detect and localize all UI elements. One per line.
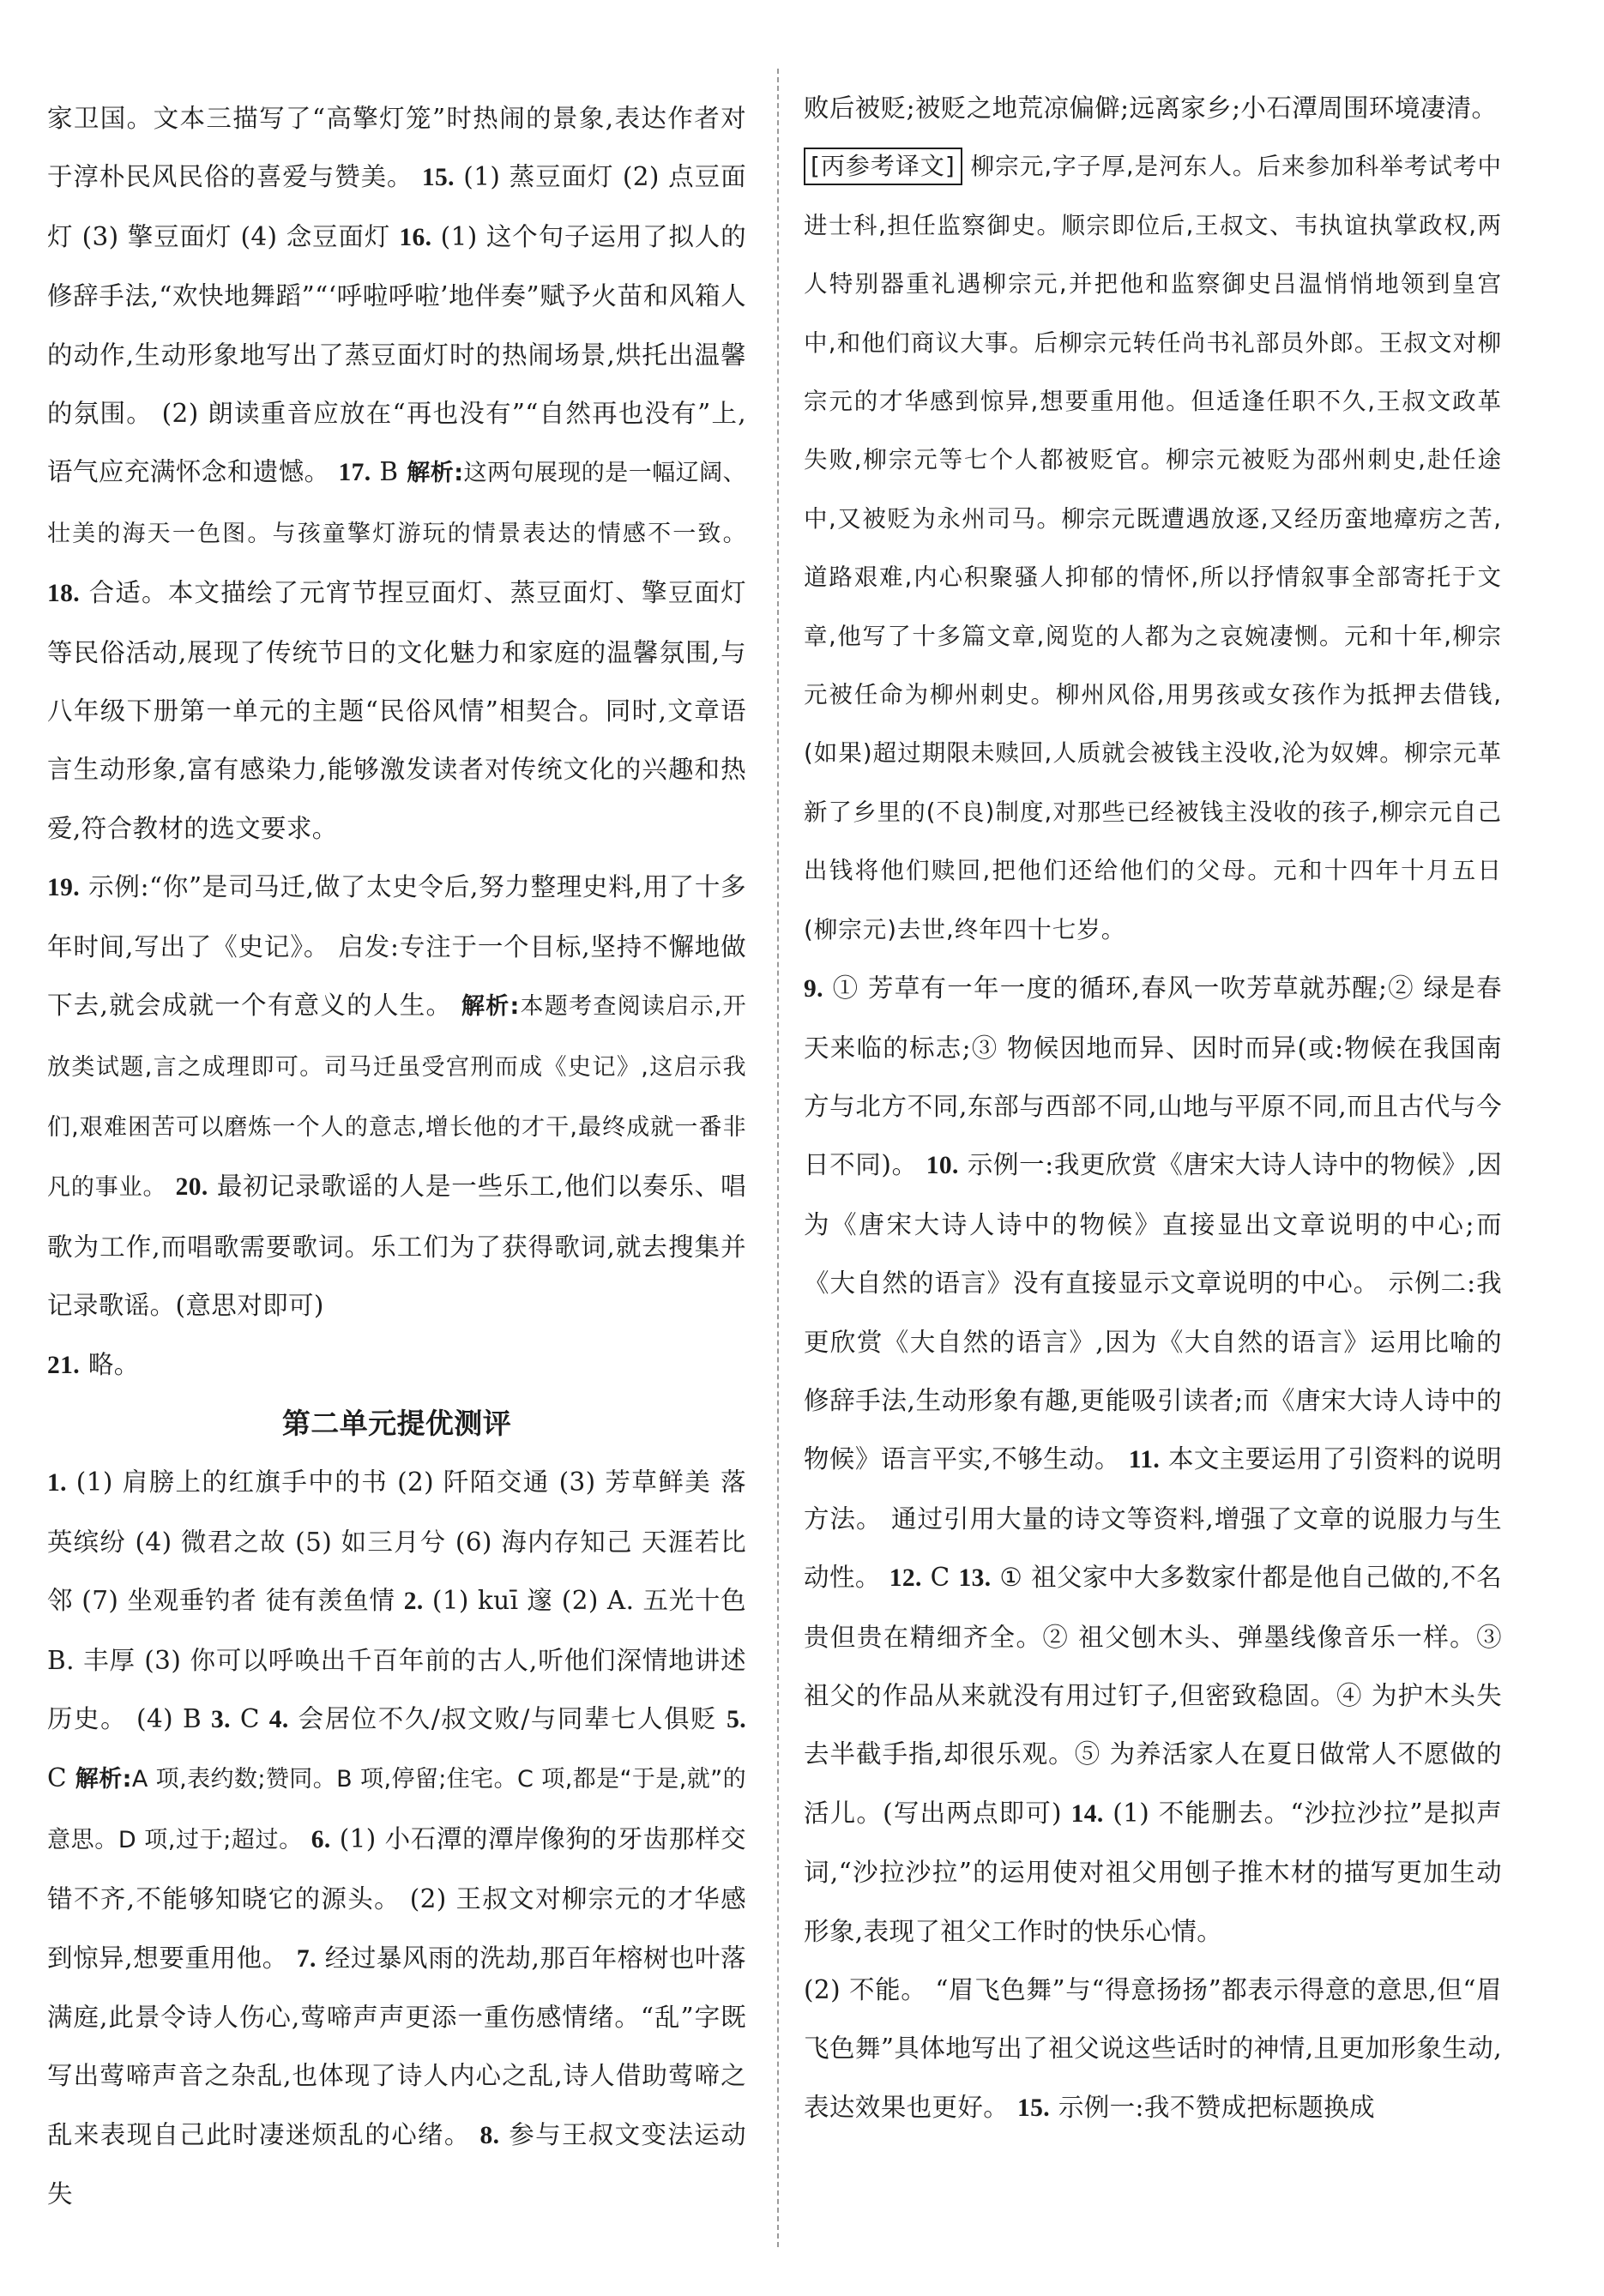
answer-text: (1) 不能删去。“沙拉沙拉”是拟声词,“沙拉沙拉”的运用使对祖父用刨子推木材的描写更加生动形象,表现了祖父工作时的快乐心情。	[804, 1798, 1503, 1946]
answer-text: 会居位不久/叔文败/与同辈七人俱贬	[298, 1703, 718, 1733]
question-number: 13.	[958, 1564, 992, 1593]
question-number: 20.	[175, 1173, 208, 1202]
question-number: 17.	[338, 459, 371, 487]
question-number: 2.	[403, 1588, 424, 1616]
text: 败后被贬;被贬之地荒凉偏僻;远离家乡;小石潭周围环境凄清。	[804, 93, 1498, 123]
answer-text: 合适。本文描绘了元宵节捏豆面灯、蒸豆面灯、擎豆面灯等民俗活动,展现了传统节日的文化魅力和家庭的温馨氛围,与八年级下册第一单元的主题“民俗风情”相契合。同时,文章语言生动形象,富有感染力,能够激发读者对传统文化的兴趣和热爱,符合教材的选文要求。	[47, 578, 746, 843]
question-number: 5.	[727, 1705, 746, 1733]
paragraph	[47, 1453, 746, 2223]
paragraph	[804, 959, 1502, 1961]
question-number: 11.	[1128, 1446, 1161, 1474]
question-number: 15.	[1016, 2094, 1051, 2122]
answer-text: 示例一:我更欣赏《唐宋大诗人诗中的物候》,因为《唐宋大诗人诗中的物候》直接显出文章说明的中心;而《大自然的语言》没有直接显示文章说明的中心。 示例二:我更欣赏《大自然的语言》,因为《大自然的语言》运用比喻的修辞手法,生动形象有趣,更能吸引读者;而《唐宋大诗人诗中的物候》语言平实,不够生动。	[804, 1150, 1503, 1474]
analysis-text: 这两句展现的是一幅辽阔、壮美的海天一色图。与孩童擎灯游玩的情景表达的情感不一致。	[47, 460, 746, 547]
answer-text: 本文主要运用了引资料的说明方法。 通过引用大量的诗文等资料,增强了文章的说服力与生动性。	[804, 1444, 1503, 1593]
question-number: 12.	[889, 1564, 922, 1593]
answer-text: C	[930, 1563, 950, 1593]
answer-text: (1) 小石潭的潭岸像狗的牙齿那样交错不齐,不能够知晓它的源头。 (2) 王叔文对柳宗元的才华感到惊异,想要重用他。	[47, 1823, 746, 1973]
answer-text: (1) 肩膀上的红旗手中的书 (2) 阡陌交通 (3) 芳草鲜美 落英缤纷 (4) 微君之故 (5) 如三月兮 (6) 海内存知己 天涯若比邻 (7) 坐观垂钓者 徒有羡鱼情	[47, 1467, 746, 1616]
question-number: 8.	[479, 2121, 500, 2149]
right-column	[804, 79, 1502, 2137]
answer-text: (1) 这个句子运用了拟人的修辞手法,“欢快地舞蹈”“‘呼啦呼啦’地伴奏”赋予火苗和风箱人的动作,生动形象地写出了蒸豆面灯时的热闹场景,烘托出温馨的氛围。 (2) 朗读重音应放在“再也没有”“自然再也没有”上,语气应充满怀念和遗憾。	[47, 221, 746, 487]
paragraph	[804, 1961, 1502, 2137]
answer-text: 示例一:我不赞成把标题换成	[1058, 2092, 1375, 2122]
left-column	[47, 89, 746, 2224]
question-number: 3.	[210, 1705, 231, 1733]
analysis-label: 解析:	[75, 1766, 132, 1793]
answer-text: (1) 蒸豆面灯 (2) 点豆面灯 (3) 擎豆面灯 (4) 念豆面灯	[47, 162, 746, 251]
analysis-text: 本题考查阅读启示,开放类试题,言之成理即可。司马迁虽受宫刑而成《史记》,这启示我们,艰难困苦可以磨炼一个人的意志,增长他的才干,最终成就一番非凡的事业。	[47, 993, 746, 1202]
paragraph	[47, 1335, 746, 1395]
answer-text: 略。	[87, 1349, 140, 1379]
question-number: 19.	[47, 874, 81, 902]
question-number: 1.	[47, 1469, 67, 1498]
answer-text: 示例:“你”是司马迁,做了太史令后,努力整理史料,用了十多年时间,写出了《史记》。 启发:专注于一个目标,坚持不懈地做下去,就会成就一个有意义的人生。	[47, 872, 746, 1021]
answer-text: (1) kuī 邃 (2) A. 五光十色 B. 丰厚 (3) 你可以呼唤出千百年前的古人,听他们深情地讲述历史。 (4) B	[47, 1586, 747, 1733]
question-number: 9.	[804, 975, 823, 1003]
analysis-label: 解析:	[461, 993, 520, 1021]
answer-text: ① 祖父家中大多数家什都是他自己做的,不名贵但贵在精细齐全。② 祖父刨木头、弹墨线像音乐一样。③ 祖父的作品从来就没有用过钉子,但密致稳固。④ 为护木头失去半截手指,却很乐观。⑤ 为养活家人在夏日做常人不愿做的活儿。(写出两点即可)	[804, 1563, 1503, 1828]
question-number: 15.	[421, 164, 455, 192]
paragraph	[804, 79, 1502, 137]
translation-label: [丙参考译文]	[804, 148, 962, 185]
answer-text: B	[379, 457, 399, 487]
question-number: 14.	[1070, 1799, 1104, 1828]
section-title: 第二单元提优测评	[281, 1406, 512, 1440]
question-number: 6.	[311, 1825, 331, 1853]
column-divider	[777, 69, 779, 2247]
question-number: 7.	[296, 1944, 317, 1973]
question-number: 18.	[47, 580, 81, 608]
question-number: 4.	[268, 1705, 289, 1733]
answer-text: 最初记录歌谣的人是一些乐工,他们以奏乐、唱歌为工作,而唱歌需要歌词。乐工们为了获得歌词,就去搜集并记录歌谣。(意思对即可)	[47, 1172, 747, 1321]
answer-text: C	[239, 1703, 260, 1733]
translation-text: 柳宗元,字子厚,是河东人。后来参加科举考试考中进士科,担任监察御史。顺宗即位后,王叔文、韦执谊执掌政权,两人特别器重礼遇柳宗元,并把他和监察御史吕温悄悄地领到皇宫中,和他们商议大事。后柳宗元转任尚书礼部员外郎。王叔文对柳宗元的才华感到惊异,想要重用他。但适逢任职不久,王叔文政革失败,柳宗元等七个人都被贬官。柳宗元被贬为邵州刺史,赴任途中,又被贬为永州司马。柳宗元既遭遇放逐,又经历蛮地瘴疠之苦,道路艰难,内心积聚骚人抑郁的情怀,所以抒情叙事全部寄托于文章,他写了十多篇文章,阅览的人都为之哀婉凄恻。元和十年,柳宗元被任命为柳州刺史。柳州风俗,用男孩或女孩作为抵押去借钱,(如果)超过期限未赎回,人质就会被钱主没收,沦为奴婢。柳宗元革新了乡里的(不良)制度,对那些已经被钱主没收的孩子,柳宗元自己出钱将他们赎回,把他们还给他们的父母。元和十四年十月五日(柳宗元)去世,终年四十七岁。	[804, 153, 1502, 943]
reference-translation	[804, 137, 1502, 959]
question-number: 16.	[399, 223, 432, 251]
answer-text: 参与王叔文变法运动失	[47, 2119, 747, 2209]
analysis-text: A 项,表约数;赞同。B 项,停留;住宅。C 项,都是“于是,就”的意思。D 项,过于;超过。	[47, 1766, 746, 1853]
paragraph	[47, 89, 746, 858]
answer-text: (2) 不能。 “眉飞色舞”与“得意扬扬”都表示得意的意思,但“眉飞色舞”具体地写出了祖父说这些话时的神情,且更加形象生动,表达效果也更好。	[804, 1975, 1502, 2122]
question-number: 21.	[47, 1351, 81, 1379]
answer-text: 经过暴风雨的洗劫,那百年榕树也叶落满庭,此景令诗人伤心,莺啼声声更添一重伤感情绪。“乱”字既写出莺啼声音之杂乱,也体现了诗人内心之乱,诗人借助莺啼之乱来表现自己此时凄迷烦乱的心绪。	[47, 1943, 747, 2149]
analysis-label: 解析:	[407, 460, 464, 487]
answer-text: ① 芳草有一年一度的循环,春风一吹芳草就苏醒;② 绿是春天来临的标志;③ 物候因地而异、因时而异(或:物候在我国南方与北方不同,东部与西部不同,山地与平原不同,而且古代与今日不同)。	[804, 973, 1502, 1180]
text: 家卫国。文本三描写了“高擎灯笼”时热闹的景象,表达作者对于淳朴民风民俗的喜爱与赞美。	[47, 104, 746, 192]
paragraph	[47, 858, 746, 1335]
answer-text: C	[47, 1763, 67, 1793]
question-number: 10.	[926, 1152, 959, 1180]
